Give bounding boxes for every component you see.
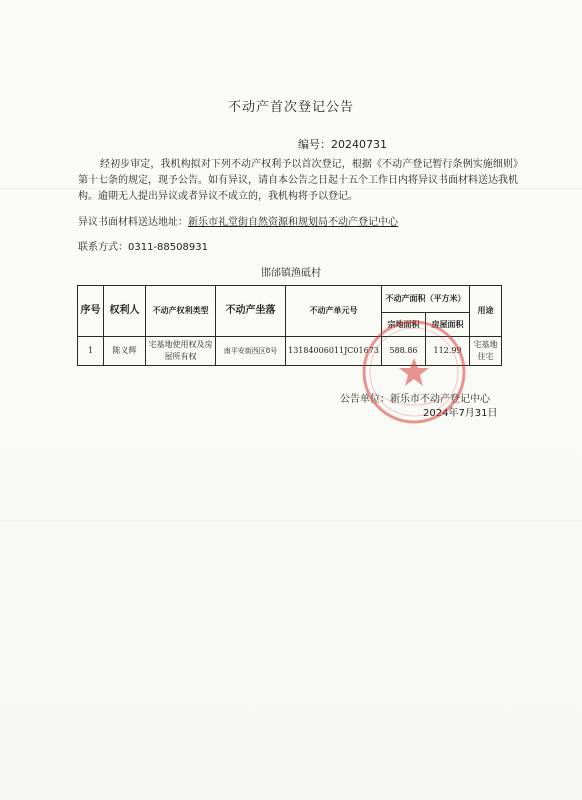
issue-date: 2024年7月31日: [423, 408, 498, 419]
issuer: 公告单位：新乐市不动产登记中心: [340, 394, 490, 405]
header-house-area: 房屋面积: [426, 313, 470, 337]
table-row: [78, 337, 502, 366]
objection-address-value: 新乐市礼堂街自然资源和规划局不动产登记中心: [188, 217, 398, 228]
cell-holder: 陈义辉: [104, 337, 146, 366]
header-seq: 序号: [78, 286, 104, 337]
cell-usage: 宅基地住宅: [470, 337, 502, 366]
header-unit-no: 不动产单元号: [286, 286, 382, 337]
cell-location: 南平安街西区8号: [216, 337, 286, 366]
contact-info: 联系方式：0311-88508931: [78, 242, 208, 253]
cell-right-type: 宅基地使用权及房屋所有权: [146, 337, 216, 366]
document-title: 不动产首次登记公告: [227, 100, 354, 115]
header-area-group: 不动产面积（平方米）: [382, 286, 470, 313]
village-name: 邯邰镇渔砥村: [261, 268, 321, 279]
records-table: [77, 285, 502, 366]
announcement-paragraph: 经初步审定，我机构拟对下列不动产权利予以首次登记，根据《不动产登记暂行条例实施细则》第十七条的规定，现予公告。如有异议，请自本公告之日起十五个工作日内将异议书面材料送达我机构。逾期无人提出异议或者异议不成立的，我机构将予以登记。: [78, 159, 518, 202]
cell-house-area: 112.99: [426, 337, 470, 366]
header-holder: 权利人: [104, 286, 146, 337]
objection-address-label: 异议书面材料送达地址：: [78, 217, 188, 228]
cell-land-area: 588.86: [382, 337, 426, 366]
cell-unit-no: 131840060​11JC01673: [286, 337, 382, 366]
paper-crease: [0, 520, 582, 521]
objection-address: [78, 213, 398, 228]
header-usage: 用途: [470, 286, 502, 337]
document-number: 编号：20240731: [298, 138, 387, 151]
header-right-type: 不动产权利类型: [146, 286, 216, 337]
cell-seq: 1: [78, 337, 104, 366]
header-land-area: 宗地面积: [382, 313, 426, 337]
header-location: 不动产坐落: [216, 286, 286, 337]
